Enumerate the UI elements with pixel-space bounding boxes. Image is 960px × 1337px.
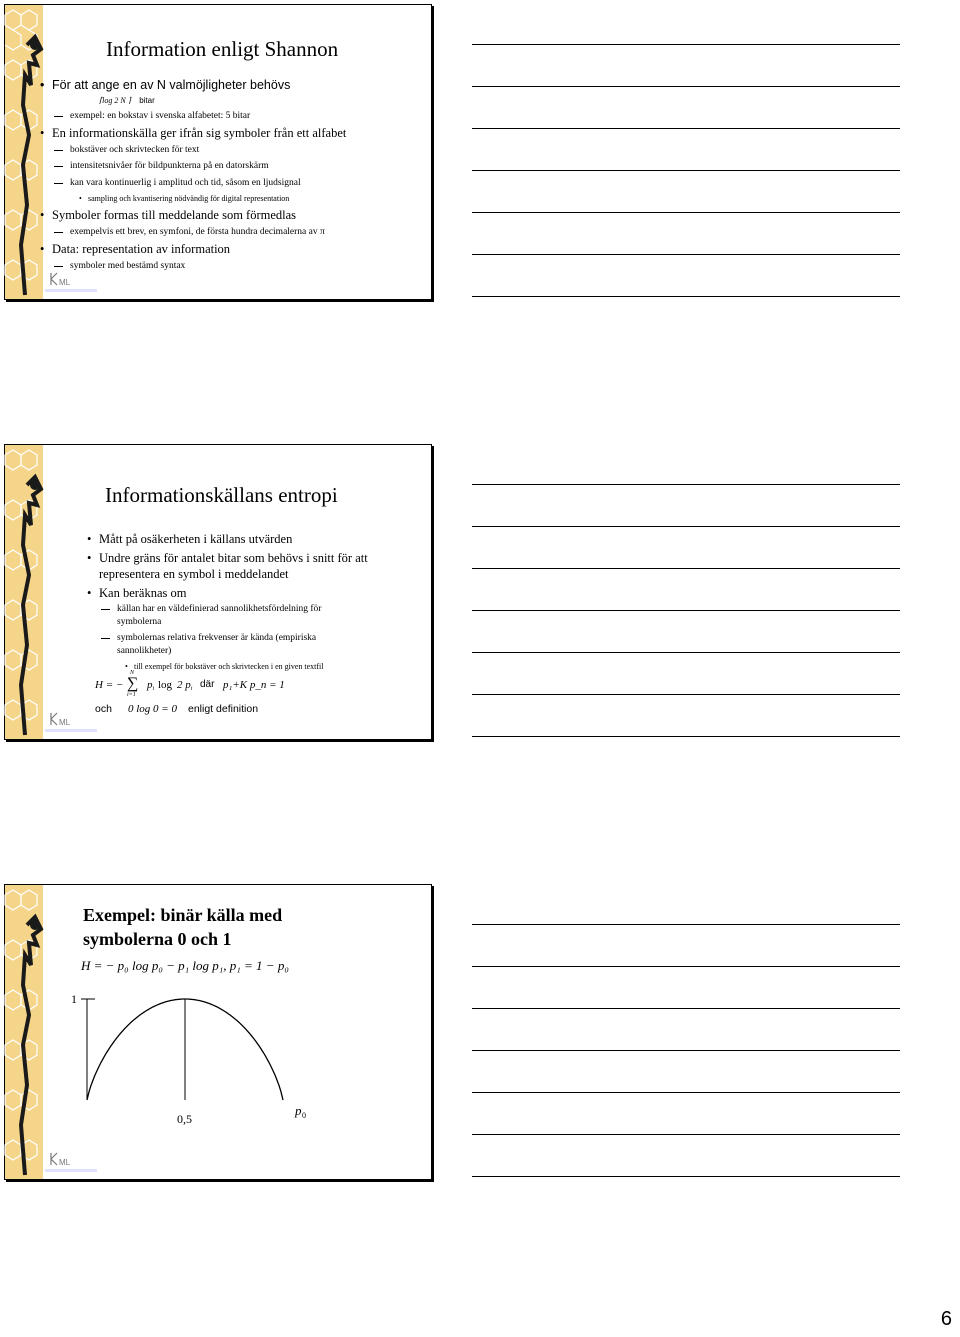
bullet-4: • Data: representation av information xyxy=(52,242,230,257)
bullet-2-sub-3-point: • sampling och kvantisering nödvändig för digital representation xyxy=(88,194,289,203)
bullet-3: • Symboler formas till meddelande som förmedlas xyxy=(52,208,296,223)
bullet-2: • En informationskälla ger ifrån sig symboler från ett alfabet xyxy=(52,126,346,141)
slide-title: Information enligt Shannon xyxy=(106,37,339,61)
honeycomb-sidebar-icon xyxy=(5,5,43,299)
bullet-2-sub-1: bokstäver och skrivtecken för text xyxy=(70,145,200,155)
bullet-1-sub-1: exempel: en bokstav i svenska alfabetet: 5 bitar xyxy=(70,111,251,121)
bullet-3-sub-2-point: • till exempel för bokstäver och skrivtecken i en given textfil xyxy=(134,662,324,671)
svg-text:ML: ML xyxy=(59,278,71,287)
honeycomb-sidebar-icon xyxy=(5,885,43,1179)
entropy-formula: H = − N ∑ i=1 $p_i$ log 2 $p_i$ där p₁+K p_n = 1 xyxy=(95,670,285,698)
bullet-2-sub-2: intensitetsnivåer för bildpunkterna på en datorskärm xyxy=(70,161,269,171)
slide-information-shannon xyxy=(4,4,432,300)
svg-text:ML: ML xyxy=(59,1158,71,1167)
page-number: 6 xyxy=(940,1308,952,1330)
bullet-3-sub-1-line-1: källan har en väldefinierad sannolikhetsfördelning för xyxy=(117,604,322,614)
kml-logo-icon xyxy=(45,1151,99,1175)
bullet-3-sub-2-line-2: sannolikheter) xyxy=(117,646,172,656)
honeycomb-sidebar-icon xyxy=(5,445,43,739)
svg-text:ML: ML xyxy=(59,718,71,727)
bullet-1: • Mått på osäkerheten i källans utvärden xyxy=(99,532,292,547)
entropy-definition: och 0 log 0 = 0 enligt definition xyxy=(95,703,259,715)
binary-entropy-formula: H = − p₀ log p₀ − p₁ log p₁, p₁ = 1 − p₀ xyxy=(81,958,289,973)
x-axis-label-sub: 0 xyxy=(302,1111,306,1120)
kml-logo-icon xyxy=(45,271,99,295)
x-axis-label: p xyxy=(295,1103,302,1118)
slide-title: Informationskällans entropi xyxy=(105,483,338,507)
bullet-3-sub-1-line-2: symbolerna xyxy=(117,617,162,627)
bullet-3-sub-2-line-1: symbolernas relativa frekvenser är kända (empiriska xyxy=(117,633,317,643)
bullet-2-line-1: • Undre gräns för antalet bitar som behövs i snitt för att xyxy=(99,551,368,566)
slide-title-line-2: symbolerna 0 och 1 xyxy=(83,929,232,949)
bullet-2-sub-3: kan vara kontinuerlig i amplitud och tid, såsom en ljudsignal xyxy=(70,178,301,188)
slide-binary-source xyxy=(4,884,432,1180)
y-tick-label: 1 xyxy=(71,992,77,1006)
bullet-3: • Kan beräknas om xyxy=(99,586,186,601)
slide-entropy xyxy=(4,444,432,740)
x-tick-label: 0,5 xyxy=(177,1112,192,1126)
kml-logo-icon xyxy=(45,711,99,735)
slide-title-line-1: Exempel: binär källa med xyxy=(83,905,283,925)
binary-entropy-chart xyxy=(65,990,306,1135)
bullet-3-sub-1: exempelvis ett brev, en symfoni, de första hundra decimalerna av π xyxy=(70,227,325,237)
bullet-1: • För att ange en av N valmöjligheter behövs xyxy=(52,78,290,92)
bullet-4-sub-1: symboler med bestämd syntax xyxy=(70,261,186,271)
bullet-2-line-2: representera en symbol i meddelandet xyxy=(99,567,289,581)
bullet-1-formula: ⌈log 2 N ⌉ bitar xyxy=(99,96,155,105)
